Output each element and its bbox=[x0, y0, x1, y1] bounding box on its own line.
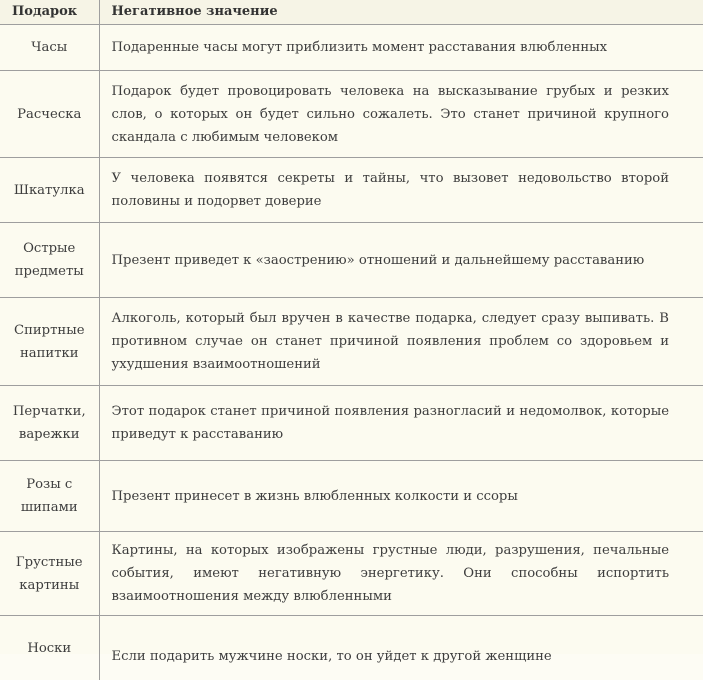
table-row bbox=[0, 386, 703, 461]
meaning-cell: Этот подарок станет причиной появления разногласий и недомолвок, которые приведут к расставанию bbox=[99, 386, 703, 461]
table-row bbox=[0, 532, 703, 616]
table-row bbox=[0, 616, 703, 680]
meaning-cell: Презент приведет к «заострению» отношений и дальнейшему расставанию bbox=[99, 223, 703, 298]
table-header-row bbox=[0, 0, 703, 25]
gift-cell: Шкатулка bbox=[0, 158, 99, 223]
header-gift: Подарок bbox=[0, 0, 99, 25]
meaning-cell: Презент принесет в жизнь влюбленных колкости и ссоры bbox=[99, 461, 703, 532]
gift-cell: Расческа bbox=[0, 71, 99, 158]
gift-cell: Перчатки, варежки bbox=[0, 386, 99, 461]
table-row bbox=[0, 298, 703, 386]
table-row bbox=[0, 223, 703, 298]
gift-cell: Острые предметы bbox=[0, 223, 99, 298]
meaning-cell: Подаренные часы могут приблизить момент расставания влюбленных bbox=[99, 25, 703, 71]
meaning-cell: Алкоголь, который был вручен в качестве подарка, следует сразу выпивать. В противном случае он станет причиной появления проблем со здоровьем и ухудшения взаимоотношений bbox=[99, 298, 703, 386]
gift-cell: Розы с шипами bbox=[0, 461, 99, 532]
table-row bbox=[0, 71, 703, 158]
gift-cell: Спиртные напитки bbox=[0, 298, 99, 386]
gift-cell: Грустные картины bbox=[0, 532, 99, 616]
meaning-cell: Картины, на которых изображены грустные люди, разрушения, печальные события, имеют негативную энергетику. Они способны испортить взаимоотношения между влюбленными bbox=[99, 532, 703, 616]
header-meaning: Негативное значение bbox=[99, 0, 703, 25]
table-row bbox=[0, 461, 703, 532]
gift-cell: Носки bbox=[0, 616, 99, 680]
meaning-cell: У человека появятся секреты и тайны, что вызовет недовольство второй половины и подорвет доверие bbox=[99, 158, 703, 223]
table-row bbox=[0, 158, 703, 223]
meaning-cell: Подарок будет провоцировать человека на высказывание грубых и резких слов, о которых он будет сильно сожалеть. Это станет причиной крупного скандала с любимым человеком bbox=[99, 71, 703, 158]
table-row bbox=[0, 25, 703, 71]
gift-cell: Часы bbox=[0, 25, 99, 71]
meaning-cell: Если подарить мужчине носки, то он уйдет к другой женщине bbox=[99, 616, 703, 680]
